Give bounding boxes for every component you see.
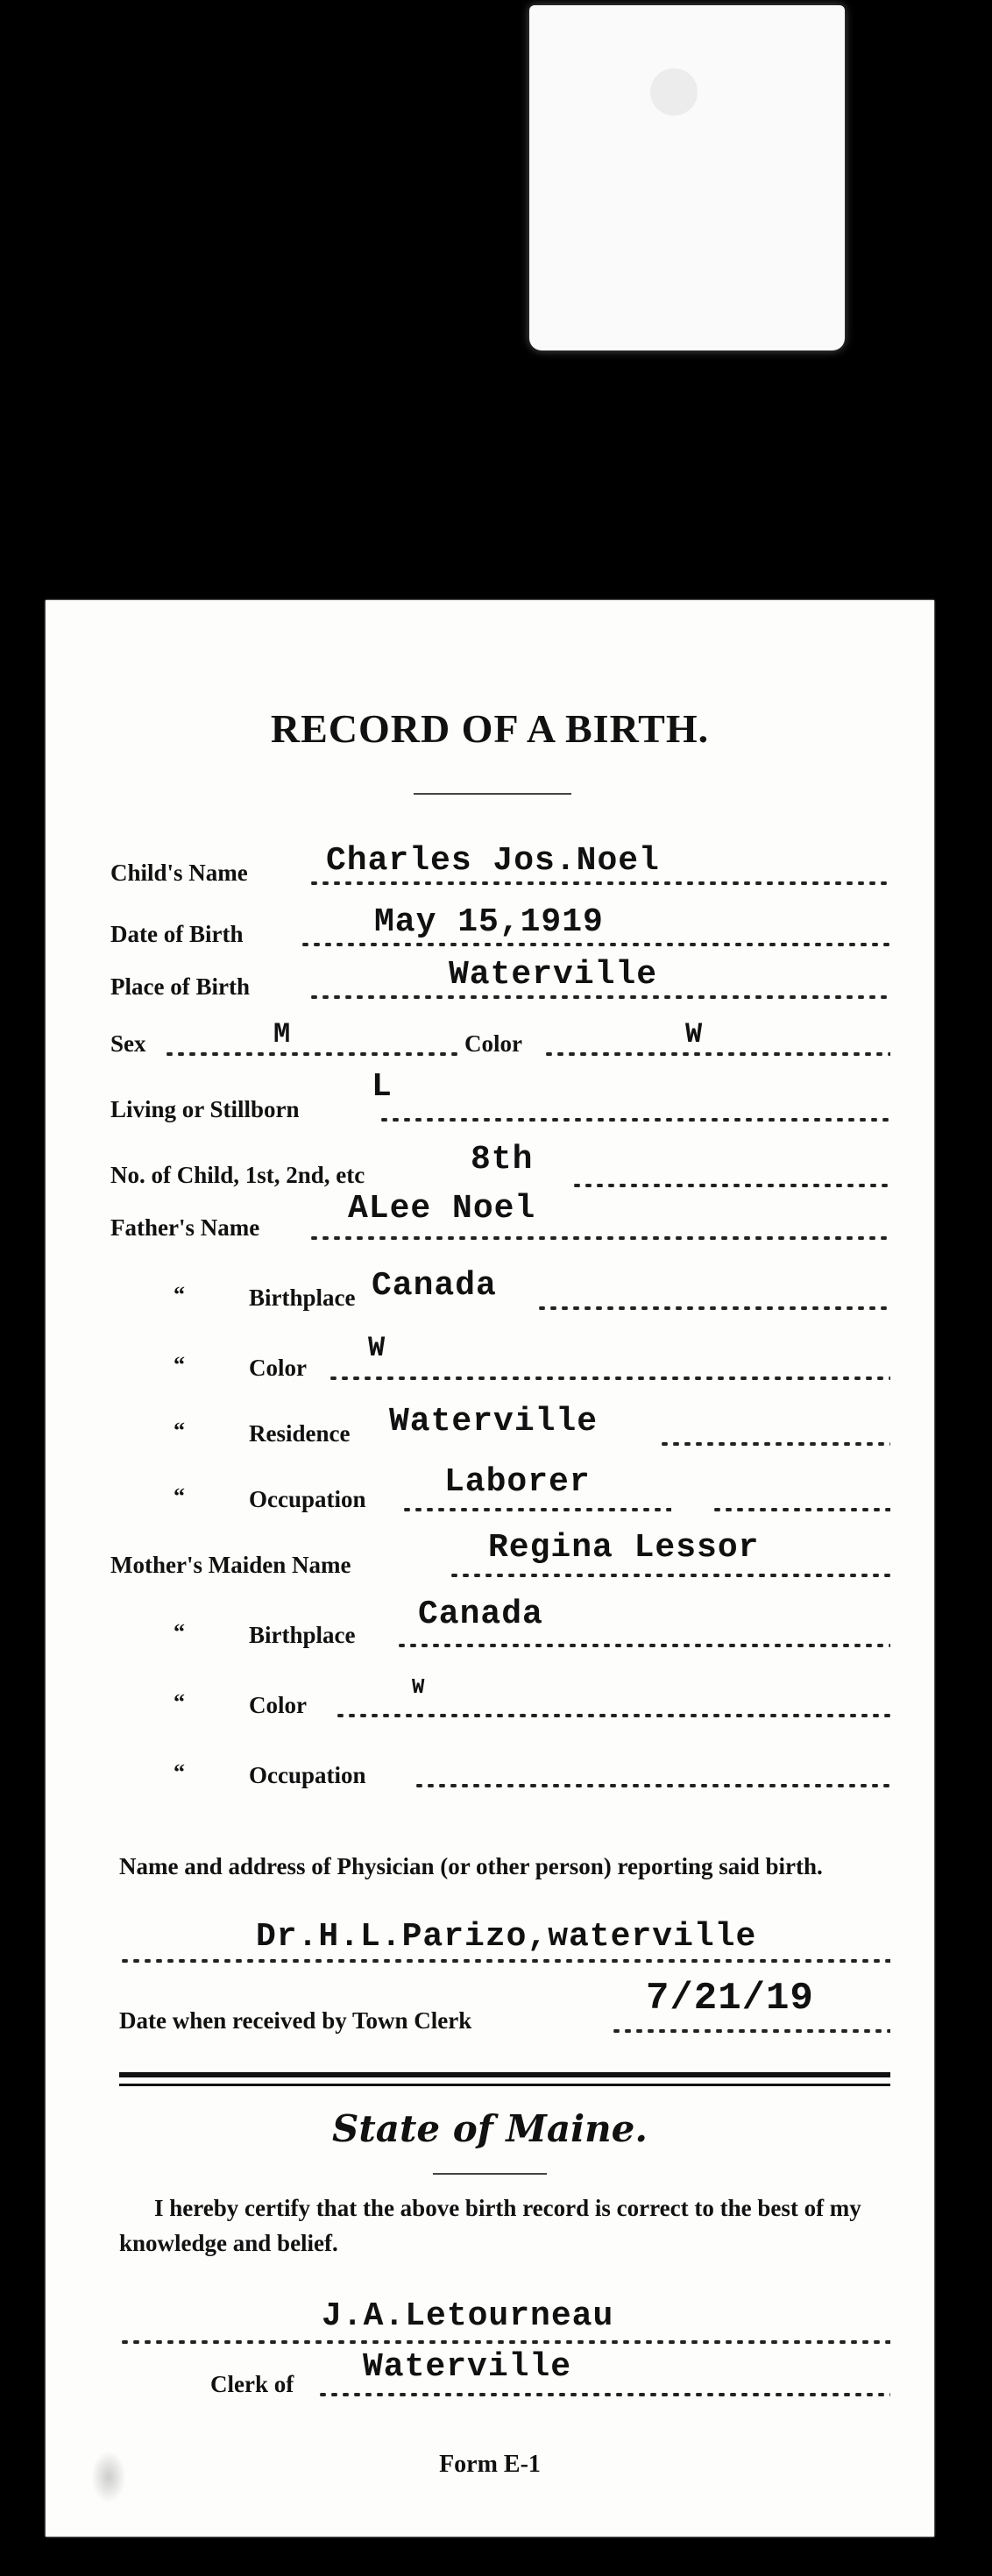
dotted-line: [543, 1052, 890, 1056]
dotted-line: [611, 2029, 890, 2033]
dotted-line: [317, 2393, 890, 2396]
field-child-number: [46, 1143, 934, 1196]
label-date-of-birth: Date of Birth: [110, 921, 244, 947]
physician-label: Name and address of Physician (or other person) reporting said birth.: [119, 1853, 823, 1879]
field-father-name: [46, 1190, 934, 1249]
label-father-occupation: Occupation: [249, 1486, 366, 1512]
label-father-color: Color: [249, 1355, 307, 1381]
value-child-name: Charles Jos.Noel: [326, 842, 660, 880]
field-living-stillborn: [46, 1068, 934, 1130]
label-child-name: Child's Name: [110, 860, 248, 886]
dotted-line: [308, 881, 890, 885]
label-living-stillborn: Living or Stillborn: [110, 1096, 300, 1122]
label-sex: Sex: [110, 1030, 146, 1057]
label-child-number: No. of Child, 1st, 2nd, etc: [110, 1162, 365, 1188]
field-father-residence: [46, 1402, 934, 1454]
ditto-mark: “: [174, 1483, 185, 1509]
dotted-line: [712, 1508, 890, 1511]
dotted-line: [571, 1184, 890, 1187]
ditto-mark: “: [174, 1282, 185, 1307]
dotted-line: [396, 1644, 890, 1647]
field-clerk-of: [46, 2348, 934, 2405]
document-title: RECORD OF A BIRTH.: [270, 706, 710, 751]
label-mother-birthplace: Birthplace: [249, 1622, 356, 1648]
separator-rule: [119, 2084, 890, 2086]
field-father-color: [46, 1332, 934, 1389]
ditto-mark: “: [174, 1689, 185, 1715]
label-color: Color: [464, 1030, 522, 1057]
field-mother-name: [46, 1529, 934, 1586]
value-mother-birthplace: Canada: [418, 1596, 543, 1633]
field-physician: [46, 1919, 934, 1971]
index-tab: [529, 5, 845, 350]
value-mother-color: W: [412, 1676, 426, 1700]
value-father-color: W: [368, 1332, 386, 1364]
value-place-of-birth: Waterville: [449, 956, 658, 994]
value-father-birthplace: Canada: [372, 1267, 497, 1305]
dotted-line: [335, 1714, 890, 1717]
field-mother-color: [46, 1674, 934, 1726]
value-mother-name: Regina Lessor: [488, 1529, 760, 1567]
label-father-name: Father's Name: [110, 1214, 260, 1241]
dotted-line: [300, 943, 890, 946]
value-date-received: 7/21/19: [646, 1977, 814, 2020]
dotted-line: [164, 1052, 461, 1056]
label-mother-occupation: Occupation: [249, 1762, 366, 1788]
value-father-name: ALee Noel: [348, 1190, 536, 1228]
dotted-line: [328, 1376, 890, 1380]
field-sex-color: [46, 1012, 934, 1065]
ditto-mark: “: [174, 1352, 185, 1377]
dotted-line: [659, 1442, 890, 1446]
state-underline: [433, 2173, 547, 2175]
value-date-of-birth: May 15,1919: [374, 903, 604, 941]
dotted-line: [308, 995, 890, 999]
field-mother-occupation: [46, 1744, 934, 1796]
field-child-name: [46, 841, 934, 894]
dotted-line: [308, 1236, 890, 1240]
value-physician: Dr.H.L.Parizo,waterville: [256, 1918, 757, 1956]
label-father-birthplace: Birthplace: [249, 1284, 356, 1311]
value-living-stillborn: L: [372, 1068, 393, 1106]
certification-text: I hereby certify that the above birth record is correct to the best of my knowledge and belief.: [119, 2195, 861, 2256]
dotted-line: [119, 2340, 890, 2344]
ditto-mark: “: [174, 1759, 185, 1785]
label-clerk-of: Clerk of: [210, 2371, 294, 2397]
value-clerk-of: Waterville: [363, 2348, 572, 2386]
ditto-mark: “: [174, 1619, 185, 1645]
dotted-line: [536, 1306, 890, 1310]
dotted-line: [379, 1118, 890, 1122]
label-mother-name: Mother's Maiden Name: [110, 1552, 351, 1578]
field-clerk-signature: [46, 2297, 934, 2353]
separator-rule: [119, 2072, 890, 2077]
label-date-received: Date when received by Town Clerk: [119, 2007, 472, 2034]
field-place-of-birth: [46, 955, 934, 1008]
field-mother-birthplace: [46, 1596, 934, 1656]
dotted-line: [414, 1784, 890, 1787]
state-heading: State of Maine.: [332, 2107, 648, 2150]
title-underline: [414, 793, 571, 795]
field-date-of-birth: [46, 902, 934, 955]
dotted-line: [401, 1508, 671, 1511]
label-place-of-birth: Place of Birth: [110, 973, 250, 1000]
label-father-residence: Residence: [249, 1420, 351, 1447]
value-child-number: 8th: [471, 1141, 534, 1178]
tab-blemish: [650, 68, 698, 116]
value-clerk-name: J.A.Letourneau: [322, 2297, 614, 2335]
dotted-line: [119, 1959, 890, 1963]
field-father-birthplace: [46, 1266, 934, 1319]
birth-record-card: [46, 600, 934, 2537]
value-father-residence: Waterville: [389, 1403, 599, 1440]
field-father-occupation: [46, 1463, 934, 1520]
dotted-line: [449, 1574, 890, 1577]
form-number: Form E-1: [439, 2451, 541, 2478]
value-father-occupation: Laborer: [444, 1463, 591, 1501]
value-color: W: [685, 1018, 704, 1051]
field-date-received: [46, 1977, 934, 2042]
value-sex: M: [273, 1018, 292, 1051]
ditto-mark: “: [174, 1418, 185, 1443]
label-mother-color: Color: [249, 1692, 307, 1718]
